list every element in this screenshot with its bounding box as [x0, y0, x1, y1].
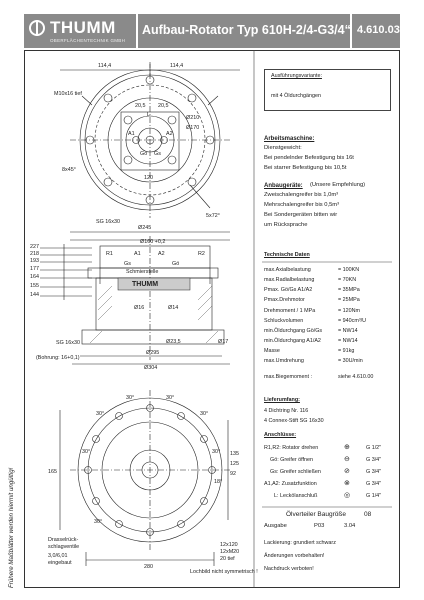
angle-label: 30° — [96, 411, 105, 417]
connections-heading: Anschlüsse: — [264, 432, 297, 438]
attachments-line: Bei Sondergeräten bitten wir — [264, 212, 338, 218]
tech-row-value: = 100KN — [338, 267, 360, 273]
brand-subtitle: OBERFLÄCHENTECHNIK GMBH — [50, 38, 126, 43]
angle-label: 30° — [200, 411, 209, 417]
dim-label: 114,4 — [98, 63, 112, 69]
dim-label: Ø23,5 — [166, 339, 181, 345]
grab-close-icon: ⊘ — [344, 468, 350, 475]
dim-label: 280 — [144, 564, 153, 570]
dim-label: Ø17 — [218, 339, 229, 345]
dim-label: 20,5 — [135, 103, 146, 109]
tech-row-label: Schluckvolumen — [264, 318, 304, 324]
asymmetry-note: Lochbild nicht symmetrisch ! — [190, 569, 258, 575]
dim-label: 164 — [30, 274, 39, 280]
rotate-symbol-icon: ⊕ — [344, 444, 350, 451]
dim-label: 125 — [230, 461, 239, 467]
variant-box — [264, 69, 391, 111]
connection-size: G 3/4" — [366, 469, 382, 475]
dim-label: 144 — [30, 292, 39, 298]
grab-open-icon: ⊖ — [344, 456, 350, 463]
aux-function-icon: ⊗ — [344, 480, 350, 487]
connection-size: G 1/4" — [366, 493, 382, 499]
dim-label: Ø245 — [138, 225, 152, 231]
lube-point-label: Schmierstelle — [126, 269, 159, 275]
tech-row-label: max.Axialbelastung — [264, 267, 311, 273]
dim-label: Ø295 — [146, 350, 160, 356]
footer-line: Lackierung: grundiert schwarz — [264, 540, 336, 546]
machine-line: Dienstgewicht: — [264, 145, 302, 151]
dim-label: 8x45° — [62, 167, 76, 173]
attachments-heading: Anbaugeräte: — [264, 183, 303, 189]
dim-label: SG 16x30 — [56, 340, 80, 346]
dim-label: 12xM20 — [220, 549, 240, 555]
valve-note: schlagventile — [48, 544, 80, 550]
angle-label: 18° — [214, 479, 223, 485]
machine-line: Bei pendelnder Befestigung bis 16t — [264, 155, 354, 161]
delivery-line: 4 Dichtring Nr. 116 — [264, 408, 309, 414]
tech-row-value: = 25MPa — [338, 297, 360, 303]
angle-label: 30° — [94, 519, 103, 525]
tech-row-label: min.Öldurchgang A1/A2 — [264, 338, 321, 344]
tech-row-label: Pmax.Drehmotor — [264, 297, 305, 303]
tech-row-value: = 91kg — [338, 348, 355, 354]
tech-row-label: min.Öldurchgang Gö/Gs — [264, 328, 323, 334]
footer-line: Änderungen vorbehalten! — [264, 553, 325, 559]
top-view — [60, 62, 240, 218]
dim-label: Ø14 — [168, 305, 179, 311]
edition-value: P03 — [314, 523, 325, 529]
port-label: A1 — [134, 251, 141, 257]
attachments-line: Mehrschalengreifer bis 0,5m³ — [264, 202, 340, 208]
dim-label: 20 tief — [220, 556, 235, 562]
port-label: Gs — [154, 151, 161, 157]
dim-label: 155 — [30, 283, 39, 289]
dim-label: 218 — [30, 251, 39, 257]
dim-label: 12x120 — [220, 542, 238, 548]
edition-label: Ausgabe — [264, 523, 287, 529]
section-hatching — [90, 286, 218, 343]
variant-value: mit 4 Öldurchgängen — [271, 93, 322, 99]
connection-label: R1,R2: Rotator drehen — [264, 445, 319, 451]
connection-size: G 3/4" — [366, 481, 382, 487]
tech-row-value: = 940cm³/U — [338, 318, 367, 324]
angle-label: 30° — [82, 449, 91, 455]
port-label: A2 — [158, 251, 165, 257]
dim-label: 92 — [230, 471, 236, 477]
tech-row-value: = 120Nm — [338, 308, 361, 314]
dim-label: Ø160 +0,2 — [140, 239, 166, 245]
valve-note: eingebaut — [48, 560, 72, 566]
dim-label: 177 — [30, 266, 39, 272]
side-note: Frühere Maßblätter werden hiermit ungültig! — [8, 467, 15, 588]
footer-line: Nachdruck verboten! — [264, 566, 314, 572]
delivery-heading: Lieferumfang: — [264, 397, 300, 403]
port-label: R2 — [198, 251, 205, 257]
attachments-line: Zweischalengreifer bis 1,0m³ — [264, 192, 339, 198]
dim-label: 120 — [144, 175, 153, 181]
port-label: Gö — [140, 151, 148, 157]
tech-heading: Technische Daten — [264, 252, 310, 258]
tech-row-label: Pmax. Gö/Gs A1/A2 — [264, 287, 313, 293]
port-label: A1 — [128, 131, 135, 137]
dim-label: Ø210 — [186, 115, 200, 121]
angle-label: 30° — [126, 395, 135, 401]
dim-label: 20,5 — [158, 103, 169, 109]
port-label: R1 — [106, 251, 113, 257]
dim-label: 135 — [230, 451, 239, 457]
dim-label: 165 — [48, 469, 57, 475]
dim-label: 227 — [30, 244, 39, 250]
valve-note: 3,0/6,01 — [48, 553, 68, 559]
dim-label: Ø304 — [144, 365, 158, 371]
tech-row-label: Masse — [264, 348, 280, 354]
dim-label: 114,4 — [170, 63, 184, 69]
tech-row-label: max.Umdrehung — [264, 358, 304, 364]
variant-heading: Ausführungsvariante: — [271, 73, 322, 79]
dim-label: 193 — [30, 258, 39, 264]
tech-row-value: = 70KN — [338, 277, 357, 283]
port-label: L — [147, 112, 150, 118]
connection-label: A1,A2: Zusatzfunktion — [264, 481, 317, 487]
port-label: Gs — [124, 261, 131, 267]
connection-size: G 1/2" — [366, 445, 382, 451]
distributor-size-value: 08 — [364, 511, 372, 518]
dim-label: (Bohrung: 16+0,1) — [36, 355, 80, 361]
tech-row-value: = 35MPa — [338, 287, 360, 293]
dim-label: 5x72° — [206, 213, 220, 219]
connection-label: Gs: Greifer schließen — [270, 469, 321, 475]
dim-label: SG 16x30 — [96, 219, 120, 225]
tech-row-value: = NW14 — [338, 328, 358, 334]
tech-row-label: max.Radialbelastung — [264, 277, 315, 283]
connection-label: L: Leckölanschluß — [274, 493, 318, 499]
attachments-line: um Rücksprache — [264, 222, 308, 228]
dim-label: M10x16 tief — [54, 91, 82, 97]
distributor-size-label: Ölverteiler Baugröße — [286, 511, 346, 518]
attachments-note: (Unsere Empfehlung) — [310, 182, 366, 188]
angle-label: 30° — [212, 449, 221, 455]
connection-label: Gö: Greifer öffnen — [270, 457, 314, 463]
document-number: 4.610.03 — [357, 24, 400, 36]
document-title: Aufbau-Rotator Typ 610H-2/4-G3/4“ — [142, 23, 351, 37]
brand-name: THUMM — [50, 18, 116, 37]
machine-line: Bei starrer Befestigung bis 10,5t — [264, 165, 347, 171]
section-brand: THUMM — [132, 281, 159, 288]
delivery-line: 4 Connex-Stift SG 16x30 — [264, 418, 324, 424]
dim-label: Ø170 — [186, 125, 200, 131]
leak-oil-icon: ◎ — [344, 492, 351, 499]
tech-row-label: max.Biegemoment : — [264, 374, 312, 380]
edition-date: 3.04 — [344, 523, 356, 529]
valve-note: Drasselrück- — [48, 537, 79, 543]
angle-label: 30° — [166, 395, 175, 401]
tech-row-value: = NW14 — [338, 338, 358, 344]
port-label: Gö — [172, 261, 180, 267]
connection-size: G 3/4" — [366, 457, 382, 463]
dim-label: Ø16 — [134, 305, 145, 311]
port-label: A2 — [166, 131, 173, 137]
tech-row-label: Drehmoment / 1 MPa — [264, 308, 316, 314]
machine-heading: Arbeitsmaschine: — [264, 136, 315, 142]
tech-row-value: = 30U/min — [338, 358, 363, 364]
tech-row-value: siehe 4.610.00 — [338, 374, 374, 380]
